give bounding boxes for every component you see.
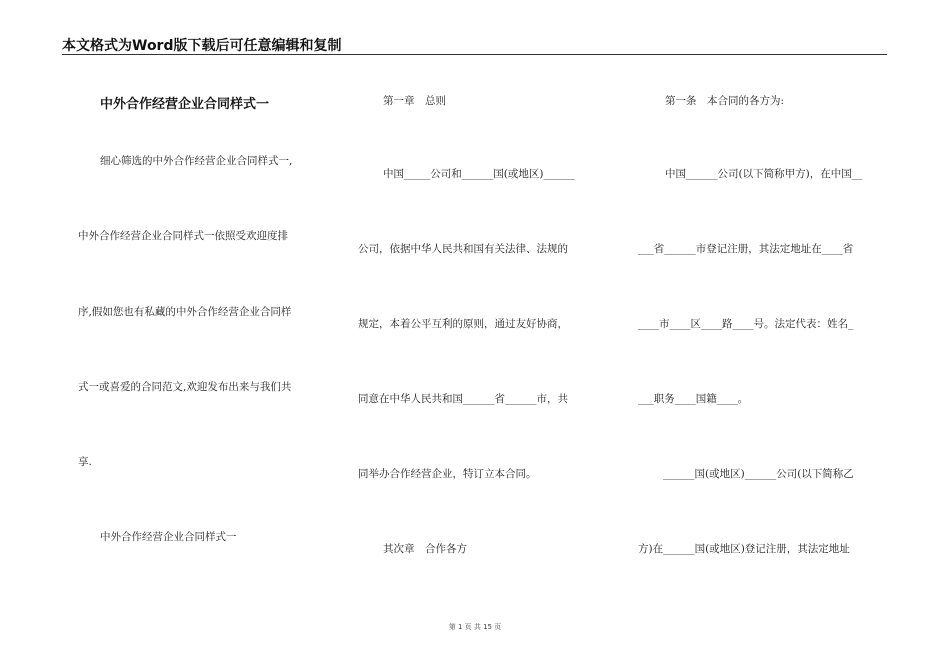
paragraph-line: 中外合作经营企业合同样式一 [100, 531, 237, 543]
paragraph-line: ____市____区____路____号。法定代表：姓名_ [638, 318, 854, 330]
paragraph-line: 规定，本着公平互利的原则，通过友好协商， [358, 318, 568, 330]
paragraph-line: 中国______公司(以下简称甲方)，在中国__ [665, 168, 863, 180]
paragraph-line: 公司，依据中华人民共和国有关法律、法规的 [358, 243, 568, 255]
article-heading: 第一条 本合同的各方为: [665, 95, 785, 107]
paragraph-line: ___省______市登记注册，其法定地址在____省 [638, 243, 854, 255]
paragraph-line: 细心筛选的中外合作经营企业合同样式一, [100, 155, 293, 167]
paragraph-line: 中国_____公司和______国(或地区)______ [383, 168, 575, 180]
paragraph-line: 式一或喜爱的合同范文,欢迎发布出来与我们共 [78, 381, 292, 393]
paragraph-line: 序,假如您也有私藏的中外合作经营企业合同样 [78, 306, 292, 318]
chapter-heading: 其次章 合作各方 [383, 543, 467, 555]
paragraph-line: 同意在中华人民共和国______省______市，共 [358, 393, 568, 405]
chapter-heading: 第一章 总则 [383, 95, 446, 107]
document-title: 中外合作经营企业合同样式一 [100, 97, 270, 112]
paragraph-line: ___职务____国籍____。 [638, 393, 749, 405]
paragraph-line: 享. [78, 456, 92, 468]
document-header [62, 34, 887, 55]
header-banner: 本文格式为Word版下载后可任意编辑和复制 [62, 38, 342, 54]
paragraph-line: ______国(或地区)______公司(以下简称乙 [663, 468, 854, 480]
page-number: 第 1 页 共 15 页 [448, 623, 502, 631]
paragraph-line: 同举办合作经营企业，特订立本合同。 [358, 468, 537, 480]
paragraph-line: 中外合作经营企业合同样式一依照受欢迎度排 [78, 230, 288, 242]
paragraph-line: 方)在______国(或地区)登记注册，其法定地址 [638, 543, 850, 555]
